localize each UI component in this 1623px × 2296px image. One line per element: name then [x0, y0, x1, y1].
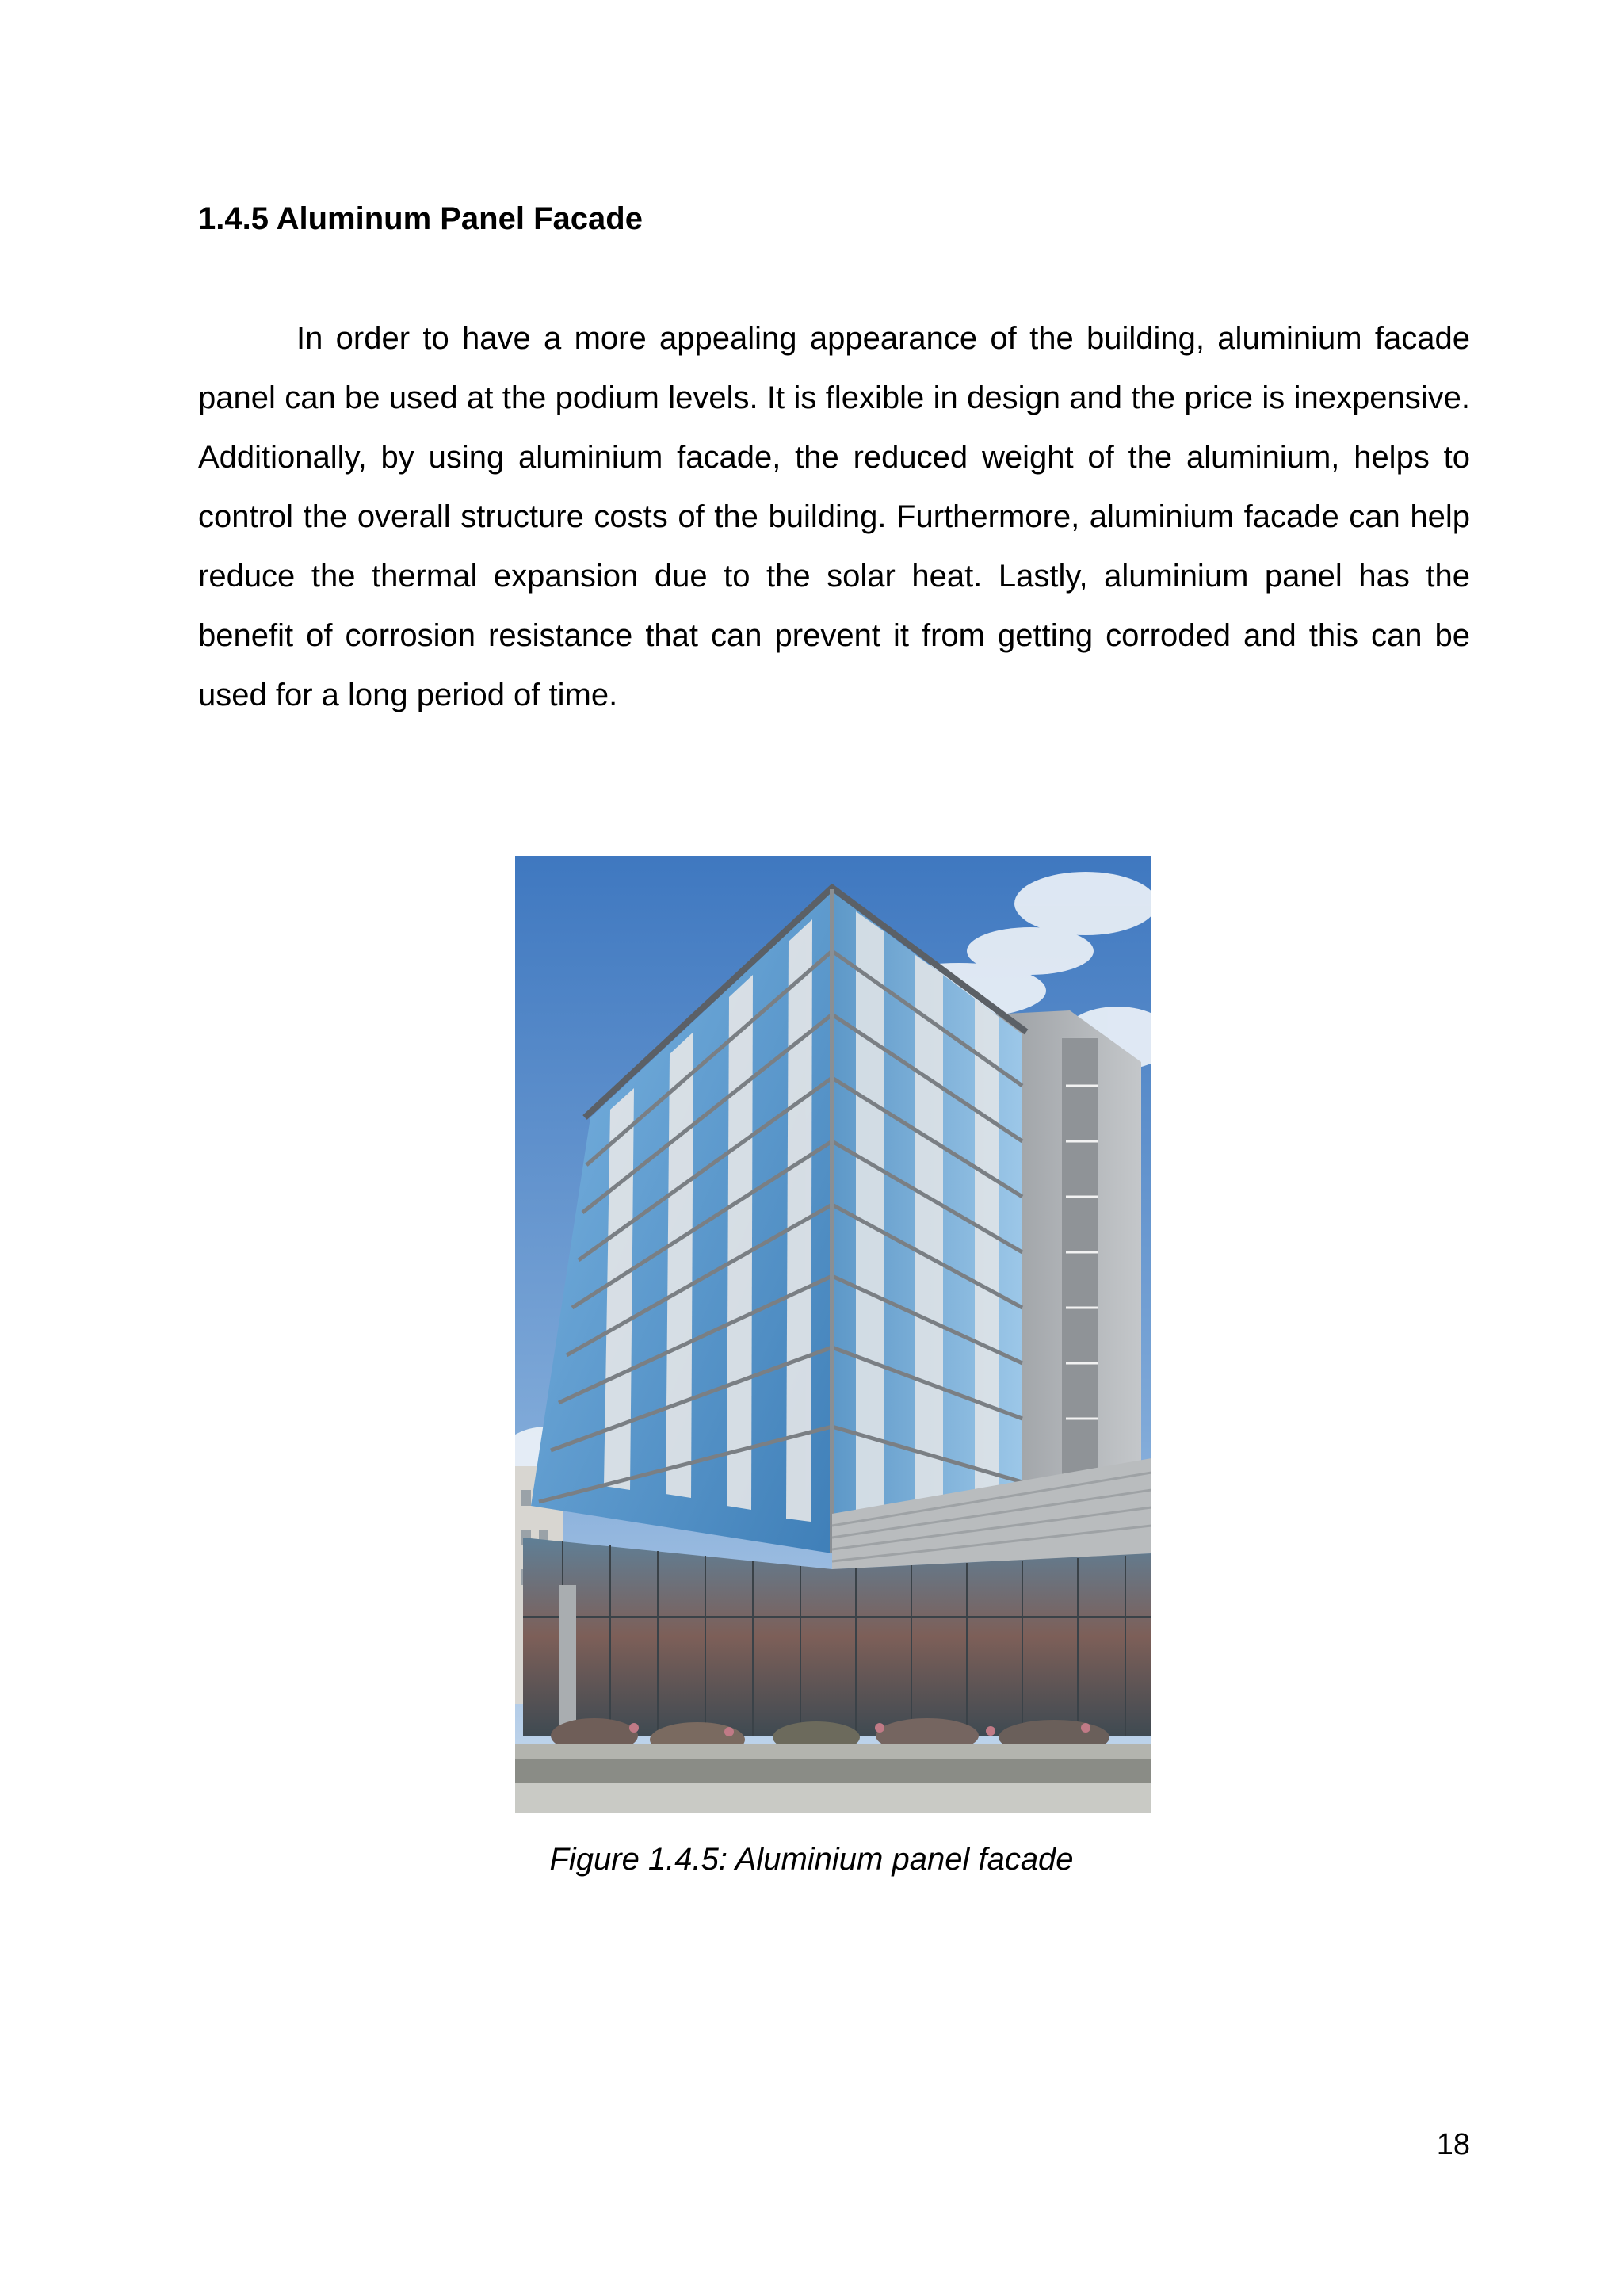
body-paragraph-text: In order to have a more appealing appearance of the building, aluminium facade panel can be used at the podium levels. It is flexible in design and the price is inexpensive. Additionally, by using aluminium facade, the reduced weight of the aluminium, helps to control the overall structure costs of the building. Furthermore, aluminium facade can help reduce the thermal expansion due to the solar heat. Lastly, aluminium panel has the benefit of corrosion resistance that can prevent it from getting corroded and this can be used for a long period of time. — [198, 321, 1470, 712]
support-column — [559, 1585, 576, 1744]
page-number: 18 — [1436, 2128, 1470, 2161]
section-heading: 1.4.5 Aluminum Panel Facade — [198, 201, 643, 236]
figure-caption: Figure 1.4.5: Aluminium panel facade — [549, 1842, 1074, 1877]
body-paragraph — [198, 309, 1470, 725]
building-photo-illustration — [515, 856, 1151, 1813]
figure-building-photo — [515, 856, 1151, 1813]
